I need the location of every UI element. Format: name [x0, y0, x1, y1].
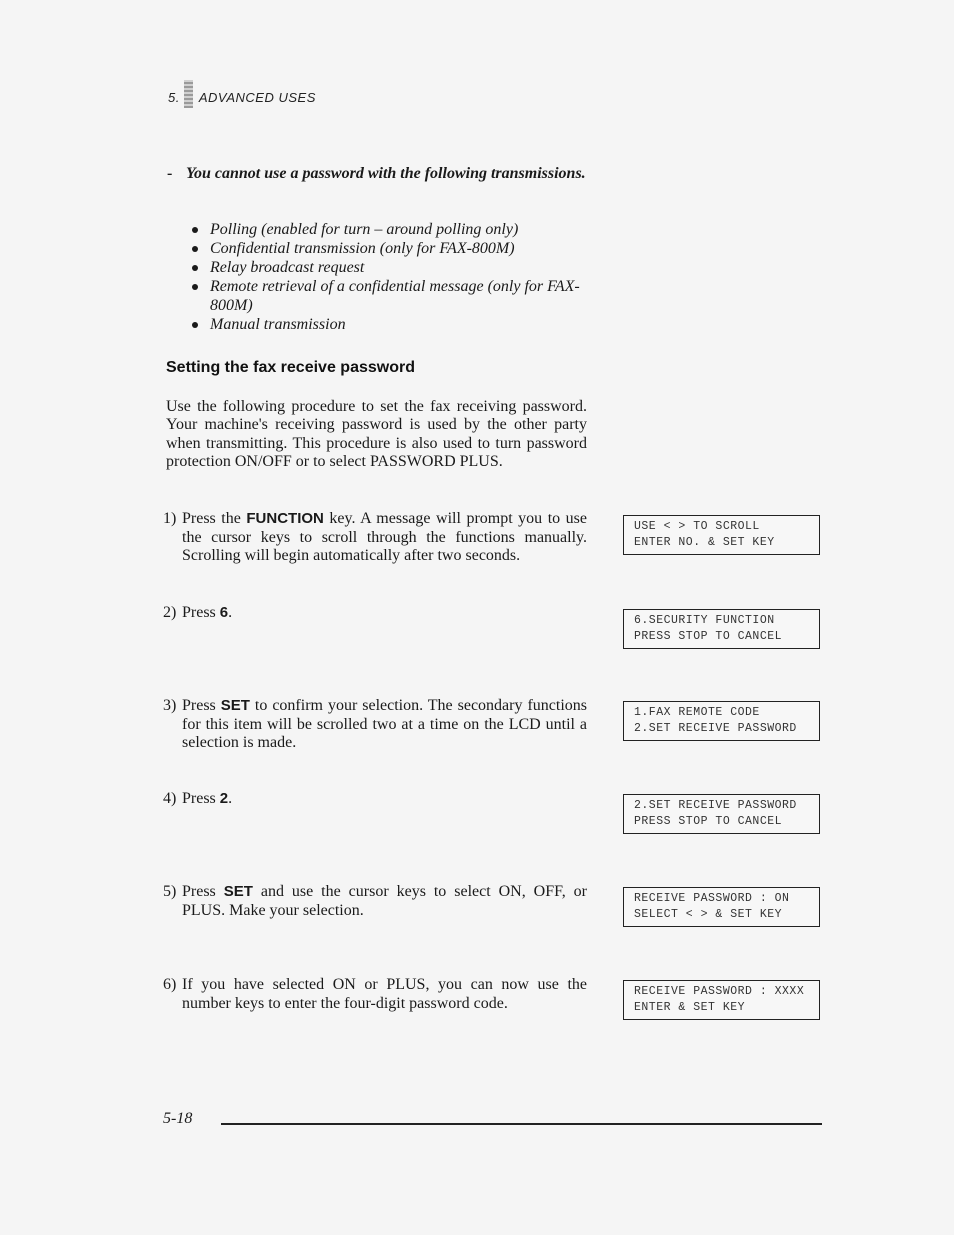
list-item: Relay broadcast request [192, 258, 592, 277]
lcd-line: PRESS STOP TO CANCEL [634, 630, 783, 643]
lcd-display-1 [623, 515, 820, 555]
key-name: 6 [219, 604, 229, 621]
lcd-display-3 [623, 701, 820, 741]
lcd-line: USE < > TO SCROLL [634, 520, 760, 533]
list-item: Remote retrieval of a confidential message (only for FAX-800M) [192, 277, 592, 315]
step-text: Press SET and use the cursor keys to select ON, OFF, or PLUS. Make your selection. [182, 883, 588, 919]
bullet-icon [192, 227, 198, 233]
page-number: 5-18 [163, 1110, 193, 1127]
bullet-icon [192, 322, 198, 328]
lcd-display-5 [623, 887, 820, 927]
chapter-title: ADVANCED USES [198, 90, 316, 105]
key-name: SET [220, 697, 250, 714]
lcd-line: 2.SET RECEIVE PASSWORD [634, 722, 797, 735]
list-item: Manual transmission [192, 315, 592, 334]
step-number: 2) [163, 604, 177, 621]
key-name: SET [223, 883, 253, 900]
excluded-transmissions-list [192, 220, 592, 334]
bullet-icon [192, 246, 198, 252]
lcd-line: ENTER & SET KEY [634, 1001, 746, 1014]
lcd-line: SELECT < > & SET KEY [634, 908, 783, 921]
step-text: If you have selected ON or PLUS, you can now use the number keys to enter the four-digit password code. [182, 976, 587, 1012]
step-text: Press SET to confirm your selection. The secondary functions for this item will be scrolled two at a time on the LCD until a selection is made. [182, 697, 587, 751]
step-2 [163, 604, 587, 623]
lcd-line: 6.SECURITY FUNCTION [634, 614, 775, 627]
step-number: 4) [163, 790, 177, 807]
lcd-display-6 [623, 980, 820, 1020]
lcd-display-4 [623, 794, 820, 834]
lcd-line: PRESS STOP TO CANCEL [634, 815, 783, 828]
warning-dash: - [167, 165, 173, 182]
step-text: Press 2. [182, 790, 233, 807]
step-1 [163, 510, 587, 566]
intro-paragraph: Use the following procedure to set the fax receiving password. Your machine's receiving password is used by the other party when transmitting. This procedure is also used to turn password protection ON/OFF or to select PASSWORD PLUS. [166, 398, 587, 471]
step-number: 5) [163, 883, 177, 900]
step-number: 3) [163, 697, 177, 714]
password-warning [167, 164, 597, 184]
step-number: 6) [163, 976, 177, 993]
lcd-display-2 [623, 609, 820, 649]
bullet-icon [192, 265, 198, 271]
key-name: 2 [219, 790, 229, 807]
step-6 [163, 976, 587, 1013]
footer-divider [221, 1123, 822, 1125]
lcd-line: RECEIVE PASSWORD : XXXX [634, 985, 805, 998]
step-5 [163, 883, 587, 920]
page-header [168, 80, 316, 108]
lcd-line: RECEIVE PASSWORD : ON [634, 892, 790, 905]
step-number: 1) [163, 510, 177, 527]
list-item: Confidential transmission (only for FAX-800M) [192, 239, 592, 258]
key-name: FUNCTION [246, 510, 324, 527]
step-text: Press 6. [182, 604, 233, 621]
lcd-line: 1.FAX REMOTE CODE [634, 706, 760, 719]
warning-text: You cannot use a password with the following transmissions. [186, 165, 586, 182]
chapter-number: 5. [168, 90, 180, 105]
step-4 [163, 790, 587, 809]
list-item: Polling (enabled for turn – around polling only) [192, 220, 592, 239]
chapter-tab-marker [184, 80, 193, 108]
lcd-line: ENTER NO. & SET KEY [634, 536, 775, 549]
section-heading: Setting the fax receive password [166, 359, 415, 376]
step-3 [163, 697, 587, 753]
lcd-line: 2.SET RECEIVE PASSWORD [634, 799, 797, 812]
step-text: Press the FUNCTION key. A message will prompt you to use the cursor keys to scroll through the functions manually. Scrolling will begin automatically after two seconds. [182, 510, 587, 564]
bullet-icon [192, 284, 198, 290]
